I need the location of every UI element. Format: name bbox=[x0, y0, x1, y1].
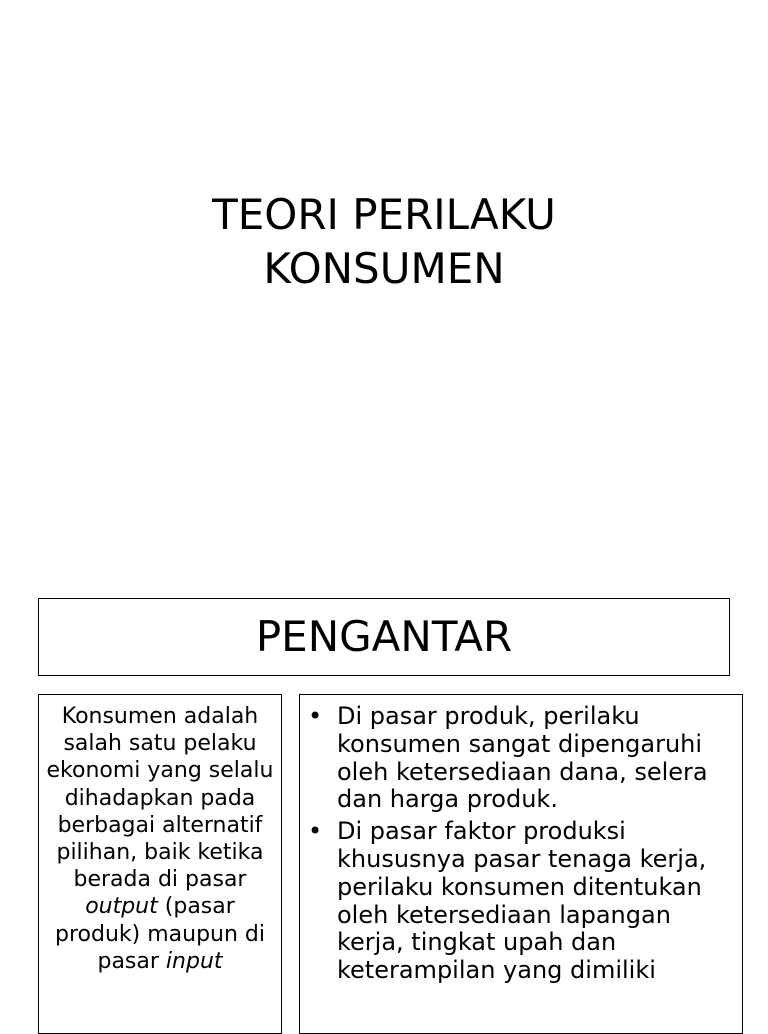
point-text: Di pasar produk, perilaku konsumen sangat dipengaruhi oleh ketersediaan dana, selera dan harga produk. bbox=[337, 702, 708, 814]
section-heading-box bbox=[38, 598, 730, 676]
slide-title bbox=[0, 188, 768, 296]
definition-text-part-1: Konsumen adalah salah satu pelaku ekonomi yang selalu dihadapkan pada berbagai alternatif pilihan, baik ketika berada di pasar bbox=[46, 704, 274, 893]
point-text: Di pasar faktor produksi khususnya pasar tenaga kerja, perilaku konsumen ditentukan oleh ketersediaan lapangan kerja, tingkat upah dan keterampilan yang dimiliki bbox=[337, 817, 707, 985]
points-box bbox=[299, 694, 743, 1034]
bullet-icon: • bbox=[308, 702, 323, 730]
definition-input-term: input bbox=[165, 948, 223, 974]
section-heading: PENGANTAR bbox=[255, 612, 513, 661]
definition-text-part-2: (pasar produk) maupun di pasar bbox=[55, 894, 265, 974]
point-item bbox=[306, 703, 732, 814]
slide-title-line-2: KONSUMEN bbox=[263, 244, 505, 293]
bullet-icon: • bbox=[308, 817, 323, 846]
definition-box bbox=[38, 694, 282, 1034]
slide-title-line-1: TEORI PERILAKU bbox=[212, 190, 556, 239]
point-item bbox=[306, 818, 732, 985]
points-list bbox=[306, 703, 732, 985]
definition-output-term: output bbox=[85, 894, 158, 920]
